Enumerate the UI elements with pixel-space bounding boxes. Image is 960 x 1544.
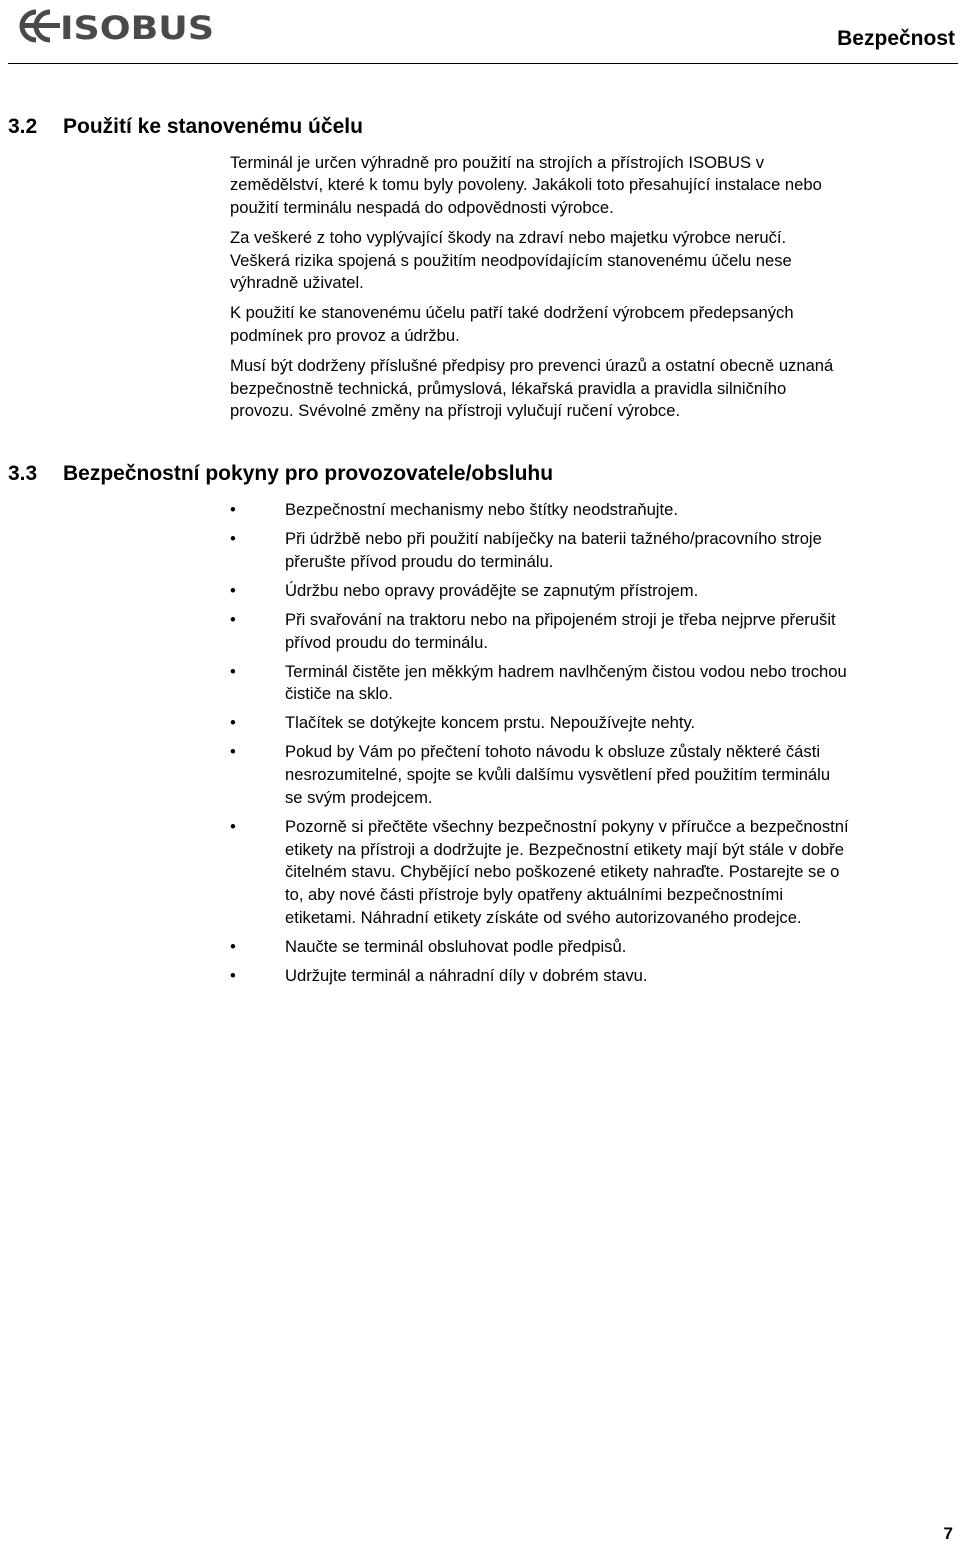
- isobus-logo: [10, 6, 216, 46]
- header-divider: [8, 63, 958, 64]
- section-number: 3.3: [8, 462, 38, 485]
- page-number: 7: [943, 1524, 953, 1543]
- text-line: Tlačítek se dotýkejte koncem prstu. Nepoužívejte nehty.: [285, 713, 696, 733]
- text-line: Pozorně si přečtěte všechny bezpečnostní pokyny v příručce a bezpečnostní: [285, 816, 849, 836]
- text-line: etikety na přístroji a dodržujte je. Bezpečnostní etikety mají být stále v dobře: [285, 839, 844, 859]
- section-heading-3-3: [8, 461, 553, 487]
- list-item: [230, 528, 955, 574]
- text-line: to, aby nové části přístroje byly opatřeny aktuálními bezpečnostními: [285, 885, 784, 905]
- bullet-icon: •: [230, 528, 236, 548]
- bullet-icon: •: [230, 500, 236, 519]
- bullet-icon: •: [230, 580, 236, 600]
- text-line: Údržbu nebo opravy provádějte se zapnutým přístrojem.: [285, 580, 699, 600]
- section-title: Bezpečnostní pokyny pro provozovatele/obsluhu: [63, 462, 554, 485]
- list-item: [230, 712, 955, 735]
- text-line: bezpečnostně technická, průmyslová, lékařská pravidla a pravidla silničního: [230, 378, 787, 398]
- bullet-icon: •: [230, 966, 236, 986]
- text-line: přívod proudu do terminálu.: [285, 632, 488, 652]
- text-line: Bezpečnostní mechanismy nebo štítky neodstraňujte.: [285, 500, 678, 519]
- paragraph: [230, 302, 955, 347]
- bullet-icon: •: [230, 713, 236, 733]
- text-line: přerušte přívod proudu do terminálu.: [285, 551, 554, 571]
- header-title: Bezpečnost: [837, 27, 955, 50]
- text-line: Při svařování na traktoru nebo na připojeném stroji je třeba nejprve přerušit: [285, 609, 836, 629]
- text-line: zemědělství, které k tomu byly povoleny. Jakákoli toto přesahující instalace nebo: [230, 175, 822, 195]
- bullet-icon: •: [230, 661, 236, 681]
- list-item: [230, 499, 955, 522]
- text-line: čističe na sklo.: [285, 684, 393, 704]
- text-line: Za veškeré z toho vyplývající škody na zdraví nebo majetku výrobce neručí.: [230, 228, 787, 248]
- text-line: se svým prodejcem.: [285, 787, 433, 807]
- text-line: Naučte se terminál obsluhovat podle předpisů.: [285, 937, 627, 957]
- text-line: Udržujte terminál a náhradní díly v dobrém stavu.: [285, 966, 648, 986]
- text-line: Terminál čistěte jen měkkým hadrem navlhčeným čistou vodou nebo trochou: [285, 661, 847, 681]
- text-line: Musí být dodrženy příslušné předpisy pro prevenci úrazů a ostatní obecně uznaná: [230, 356, 834, 376]
- text-line: nesrozumitelné, spojte se kvůli dalšímu vysvětlení před použitím terminálu: [285, 765, 831, 785]
- paragraph: [230, 227, 955, 294]
- bullet-icon: •: [230, 816, 236, 836]
- bullet-icon: •: [230, 742, 236, 762]
- paragraph: [230, 152, 955, 219]
- text-line: Při údržbě nebo při použití nabíječky na baterii tažného/pracovního stroje: [285, 528, 822, 548]
- list-item: [230, 816, 955, 930]
- list-item: [230, 661, 955, 707]
- section-3-2-body: [230, 152, 955, 430]
- page-header: [0, 0, 960, 64]
- text-line: Terminál je určen výhradně pro použití na strojích a přístrojích ISOBUS v: [230, 153, 764, 172]
- text-line: provozu. Svévolné změny na přístroji vylučují ručení výrobce.: [230, 401, 681, 421]
- list-item: [230, 936, 955, 959]
- list-item: [230, 741, 955, 809]
- list-item: [230, 580, 955, 603]
- bullet-icon: •: [230, 609, 236, 629]
- section-title: Použití ke stanovenému účelu: [63, 115, 363, 138]
- list-item: [230, 965, 955, 988]
- text-line: etiketami. Náhradní etikety získáte od svého autorizovaného prodejce.: [285, 908, 802, 928]
- text-line: Pokud by Vám po přečtení tohoto návodu k obsluze zůstaly některé části: [285, 742, 821, 762]
- logo-wordmark: ISOBUS: [60, 9, 214, 46]
- text-line: výhradně uživatel.: [230, 273, 364, 293]
- safety-instructions-list: [230, 499, 955, 994]
- text-line: čitelném stavu. Chybějící nebo poškozené etikety nahraďte. Postarejte se o: [285, 862, 840, 882]
- bullet-icon: •: [230, 937, 236, 957]
- text-line: podmínek pro provoz a údržbu.: [230, 325, 460, 345]
- list-item: [230, 609, 955, 655]
- text-line: K použití ke stanovenému účelu patří také dodržení výrobcem předepsaných: [230, 303, 794, 323]
- text-line: Veškerá rizika spojená s použitím neodpovídajícím stanovenému účelu nese: [230, 250, 792, 270]
- paragraph: [230, 355, 955, 422]
- section-number: 3.2: [8, 115, 38, 138]
- section-heading-3-2: [8, 114, 363, 140]
- text-line: použití terminálu nespadá do odpovědnosti výrobce.: [230, 197, 614, 217]
